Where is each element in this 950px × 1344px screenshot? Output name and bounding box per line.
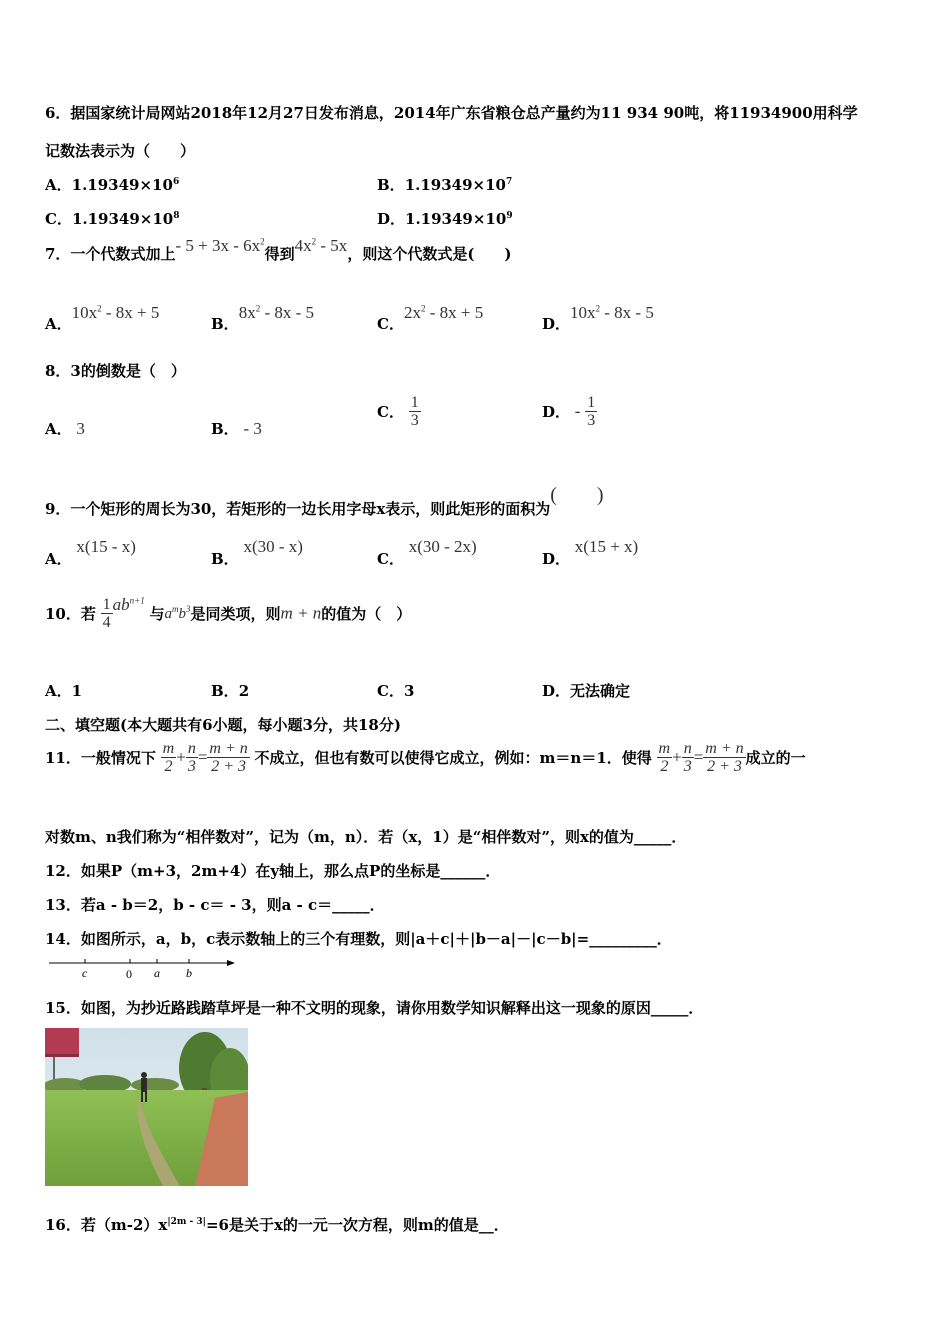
q11-line1: 11．一般情况下 $\frac{m}{2}$ + $\frac{n}{3}$ = $\frac{m + n}{2 + 3}$ 不成立，但也有数可以使得它成立，例如：m＝n＝1．使得 $\frac{m}{2}$ + $\frac{n}{3}$ = $\frac{m + n}{2 + 3}$ 成立的一 (45, 740, 806, 775)
q9-option-d: D． x(15 + x) (542, 537, 639, 568)
q8-option-c: C． $\frac{1}{3}$ (377, 394, 419, 429)
q12-text: 12．如果P（m+3，2m+4）在y轴上，那么点P的坐标是______． (45, 862, 501, 880)
label-0: 0 (126, 967, 132, 981)
q6-option-b: B．$1.19349\times 10^7$ (377, 176, 513, 194)
label-b: b (186, 966, 192, 980)
q7-option-c: C．$2x^2 - 8x + 5$ (377, 303, 484, 333)
q6-line2: 记数法表示为（ ） (45, 142, 196, 160)
number-line-figure (45, 954, 240, 982)
label-a: a (154, 966, 160, 980)
q11-line2: 对数m、n我们称为“相伴数对”，记为（m，n）．若（x，1）是“相伴数对”，则x的值为_____． (45, 828, 687, 846)
q10-option-a: A．1 (45, 682, 83, 700)
q10-stem: 10．若 $\frac{1}{4}$ $ab^{n+1}$ 与$a^mb^3$是同类项，则m + n的值为（ ） (45, 594, 412, 631)
q9-option-a: A． x(15 - x) (45, 537, 136, 568)
q8-option-d: D． - $\frac{1}{3}$ (542, 394, 596, 429)
q7-stem: 7．一个代数式加上- $5 + 3x - 6x^2$得到$4x^2 - 5x$，则这个代数式是( ) (45, 236, 512, 263)
q7-option-d: D．$10x^2 - 8x - 5$ (542, 303, 654, 333)
q9-option-c: C． x(30 - 2x) (377, 537, 477, 568)
q6-line1: 6．据国家统计局网站2018年12月27日发布消息，2014年广东省粮仓总产量约为11 934 90吨，将11934900用科学 (45, 104, 858, 122)
label-c: c (82, 966, 88, 980)
q7-option-b: B．$8x^2 - 8x - 5$ (211, 303, 315, 333)
q6-option-d: D．$1.19349\times 10^9$ (377, 210, 513, 228)
section-title-fill-in: 二、填空题(本大题共有6小题，每小题3分，共18分) (45, 716, 401, 734)
q8-stem: 8．3的倒数是（ ） (45, 362, 186, 380)
q9-option-b: B． x(30 - x) (211, 537, 303, 568)
q7-option-a: A．$10x^2 - 8x + 5$ (45, 303, 160, 333)
q15-text: 15．如图，为抄近路践踏草坪是一种不文明的现象，请你用数学知识解释出这一现象的原因_____． (45, 999, 704, 1017)
lawn-shortcut-photo (45, 1028, 248, 1186)
q14-text: 14．如图所示，a，b，c表示数轴上的三个有理数，则|a＋c|＋|b－a|－|c－b|=_________． (45, 930, 672, 948)
q8-option-a: A． 3 (45, 419, 85, 438)
q6-option-c: C．$1.19349\times 10^8$ (45, 210, 180, 228)
q8-option-b: B． - 3 (211, 419, 262, 438)
q13-text: 13．若a - b＝2，b - c＝ - 3，则a - c＝_____． (45, 896, 385, 914)
q16-text: 16．若$(m-2)x^{|2m - 3|}=6$是关于x的一元一次方程，则m的值是__． (45, 1216, 509, 1234)
q10-option-b: B．2 (211, 682, 250, 700)
q6-option-a: A．$1.19349\times 10^6$ (45, 176, 180, 194)
q11-frac-m-2: $\frac{m}{2}$ (162, 740, 175, 775)
q10-option-d: D．无法确定 (542, 682, 631, 700)
q10-option-c: C．3 (377, 682, 415, 700)
q9-stem: 9．一个矩形的周长为30，若矩形的一边长用字母x表示，则此矩形的面积为( ) (45, 484, 604, 518)
number-line-arrow (227, 960, 235, 966)
